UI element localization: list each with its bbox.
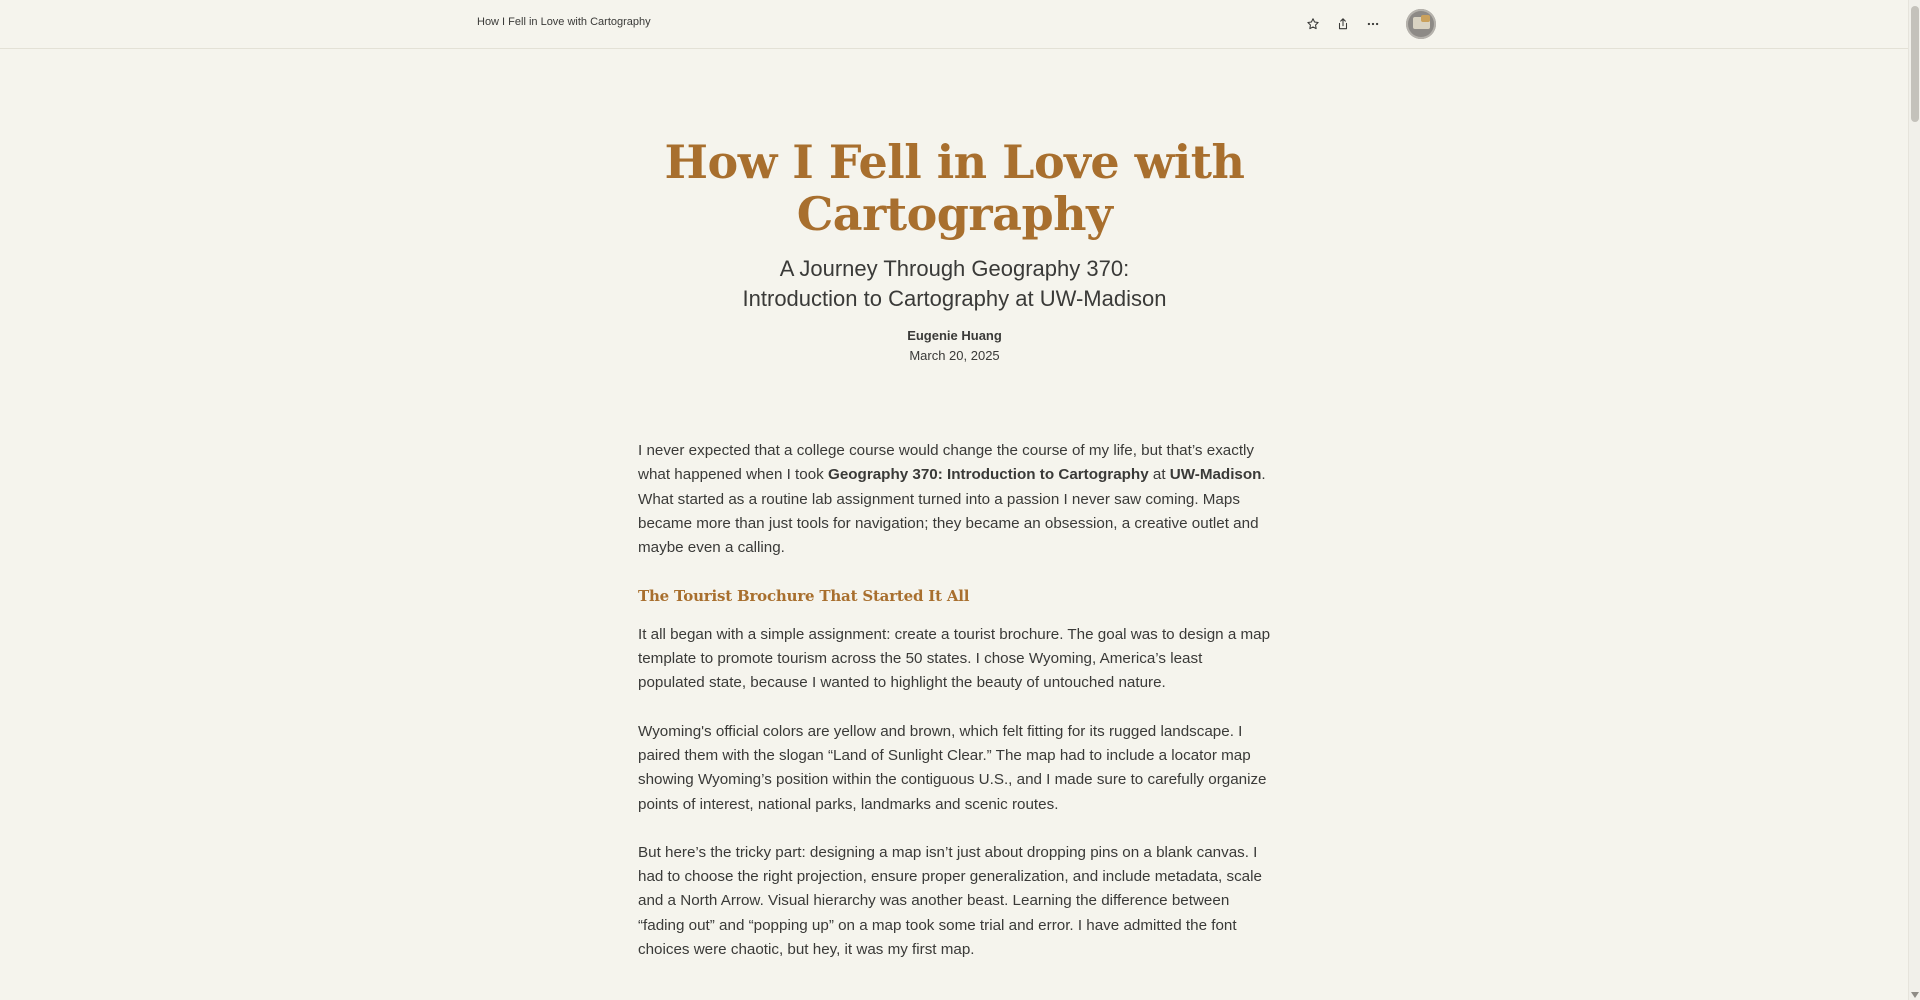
- paragraph: But here’s the tricky part: designing a map isn’t just about dropping pins on a blank canvas. I had to choose the right projection, ensure proper generalization, and include metadata, scale and a North Arrow. Visual hierarchy was another beast. Learning the difference between “fading out” and “popping up” on a map took some trial and error. I have admitted the font choices were chaotic, but hey, it was my first map.: [638, 843, 1262, 959]
- article-title: How I Fell in Love with Cartography: [664, 135, 1245, 241]
- university-name: UW-Madison: [1169, 466, 1262, 484]
- favorite-button[interactable]: [1302, 13, 1324, 35]
- more-options-button[interactable]: [1362, 13, 1384, 35]
- scroll-down-arrow-icon[interactable]: [1911, 992, 1919, 998]
- star-icon: [1306, 17, 1320, 31]
- article-body: [638, 439, 1271, 986]
- publish-date: March 20, 2025: [909, 348, 1000, 363]
- share-button[interactable]: [1332, 13, 1354, 35]
- author-name: Eugenie Huang: [907, 328, 1002, 343]
- share-icon: [1336, 17, 1350, 31]
- top-bar: [0, 0, 1908, 49]
- document-title: How I Fell in Love with Cartography: [477, 16, 651, 28]
- section-heading: The Tourist Brochure That Started It All: [638, 587, 970, 606]
- article-subtitle: [638, 254, 1271, 314]
- scrollbar[interactable]: [1908, 0, 1920, 1000]
- paragraph: Wyoming's official colors are yellow and brown, which felt fitting for its rugged landscape. I paired them with the slogan “Land of Sunlight Clear.” The map had to include a locator map showing Wyoming’s position within the contiguous U.S., and I made sure to carefully organize points of interest, national parks, landmarks and scenic routes.: [638, 722, 1267, 813]
- paragraph: It all began with a simple assignment: create a tourist brochure. The goal was to design a map template to promote tourism across the 50 states. I chose Wyoming, America’s least populated state, because I wanted to highlight the beauty of untouched nature.: [638, 625, 1271, 692]
- avatar[interactable]: [1406, 9, 1436, 39]
- more-icon: [1365, 17, 1381, 31]
- toolbar: [1302, 8, 1436, 40]
- intro-paragraph: I never expected that a college course would change the course of my life, but that’s exactly what happened when I took Geography 370: Introduction to Cartography at UW-Madison. What started as a routine lab assignment turned into a passion I never saw coming. Maps became more than just tools for navigation; they became an obsession, a creative outlet and maybe even a calling.: [638, 442, 1266, 557]
- subtitle-line-1: A Journey Through Geography 370:: [779, 256, 1130, 281]
- subtitle-line-2: Introduction to Cartography at UW-Madison: [742, 286, 1167, 311]
- course-name: Geography 370: Introduction to Cartography: [828, 466, 1149, 484]
- scrollbar-thumb[interactable]: [1911, 6, 1919, 122]
